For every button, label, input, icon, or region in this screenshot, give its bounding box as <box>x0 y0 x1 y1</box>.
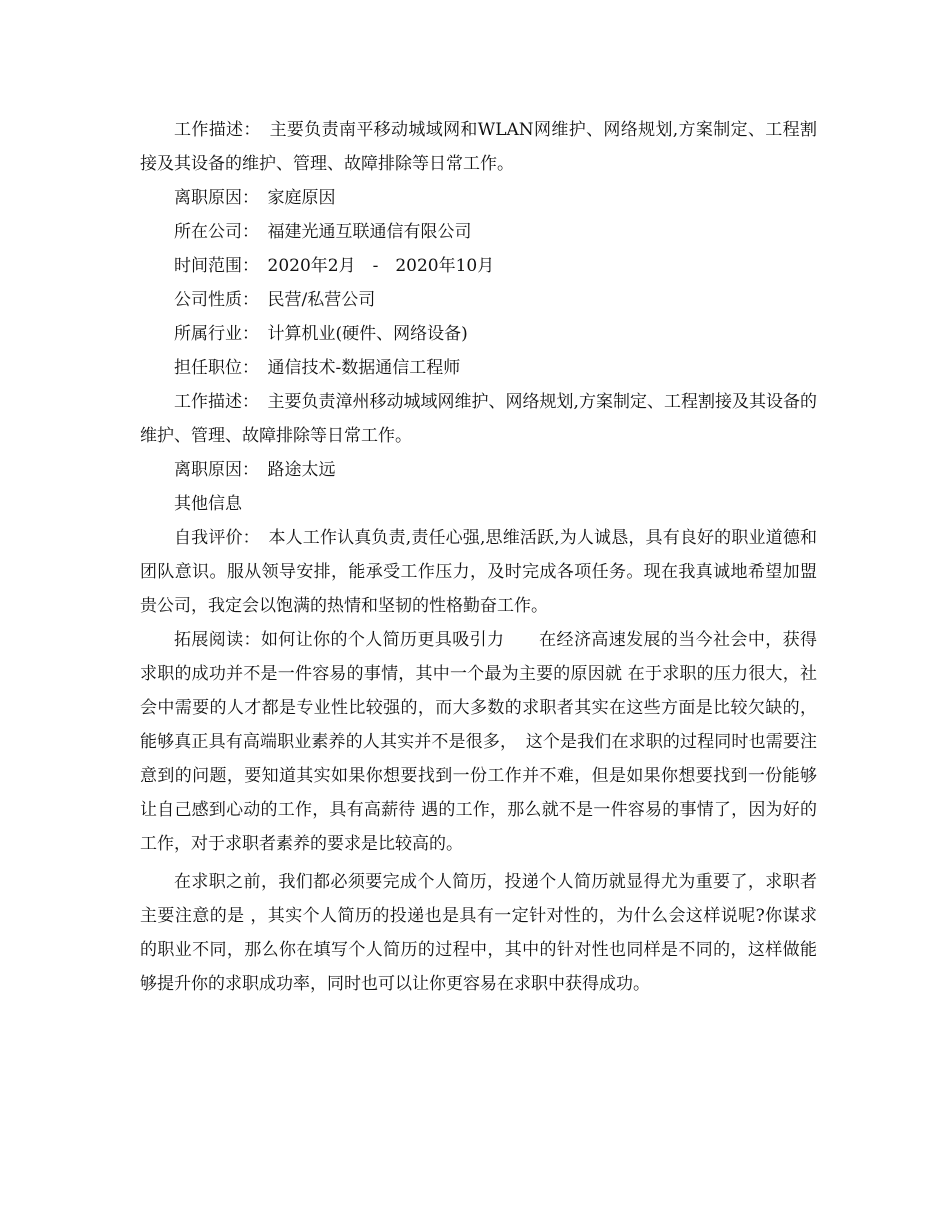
other-info-heading: 其他信息 <box>174 494 242 514</box>
leave-reason-2: 离职原因： 路途太远 <box>174 460 336 480</box>
industry: 所属行业： 计算机业(硬件、网络设备) <box>174 324 468 344</box>
position-title: 担任职位： 通信技术-数据通信工程师 <box>174 358 461 378</box>
work-description-2: 工作描述： 主要负责漳州移动城域网维护、网络规划,方案制定、工程割接及其设备的维护、管理、故障排除等日常工作。 <box>140 392 817 446</box>
self-evaluation: 自我评价： 本人工作认真负责,责任心强,思维活跃,为人诚恳，具有良好的职业道德和团队意识。服从领导安排，能承受工作压力，及时完成各项任务。现在我真诚地希望加盟贵公司，我定会以饱满的热情和坚韧的性格勤奋工作。 <box>140 528 817 616</box>
extended-reading: 拓展阅读：如何让你的个人简历更具吸引力 在经济高速发展的当今社会中，获得求职的成功并不是一件容易的事情，其中一个最为主要的原因就 在于求职的压力很大，社会中需要的人才都是专业性比较强的，而大多数的求职者其实在这些方面是比较欠缺的，能够真正具有高端职业素养的人其实并不是很多， 这个是我们在求职的过程同时也需要注意到的问题，要知道其实如果你想要找到一份工作并不难，但是如果你想要找到一份能够让自己感到心动的工作，具有高薪待 遇的工作，那么就不是一件容易的事情了，因为好的工作，对于求职者素养的要求是比较高的。 <box>140 630 817 854</box>
work-description-1: 工作描述： 主要负责南平移动城域网和WLAN网维护、网络规划,方案制定、工程割接及其设备的维护、管理、故障排除等日常工作。 <box>140 120 817 174</box>
company-type: 公司性质： 民营/私营公司 <box>174 290 376 310</box>
company-name: 所在公司： 福建光通互联通信有限公司 <box>174 222 472 242</box>
time-range: 时间范围： 2020年2月 - 2020年10月 <box>174 256 495 276</box>
before-job-paragraph: 在求职之前，我们都必须要完成个人简历，投递个人简历就显得尤为重要了，求职者主要注意的是 ，其实个人简历的投递也是具有一定针对性的，为什么会这样说呢?你谋求的职业不同，那么你在填写个人简历的过程中，其中的针对性也同样是不同的，这样做能够提升你的求职成功率，同时也可以让你更容易在求职中获得成功。 <box>140 872 817 994</box>
leave-reason-1: 离职原因： 家庭原因 <box>174 188 336 208</box>
